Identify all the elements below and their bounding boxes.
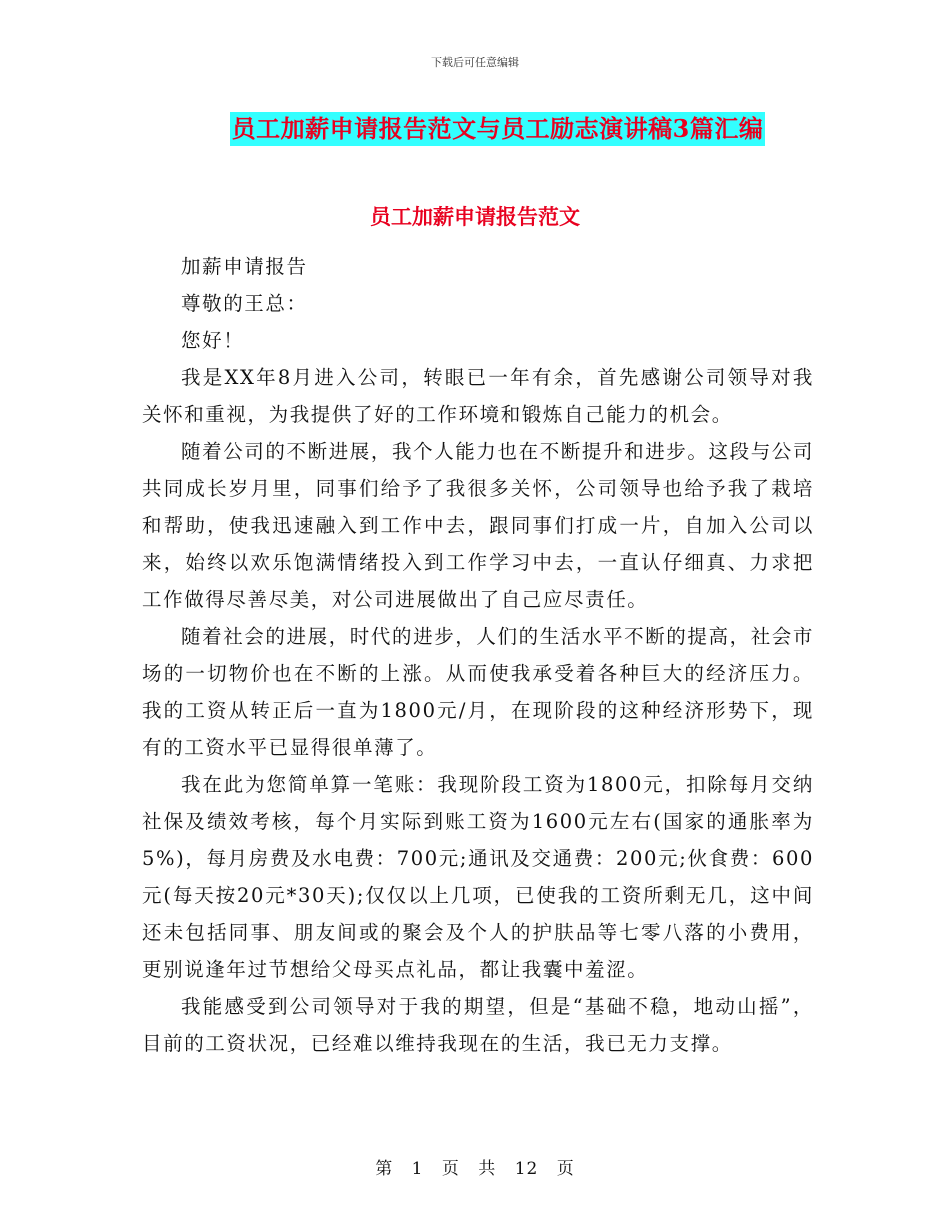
paragraph: 我在此为您简单算一笔账：我现阶段工资为1800元，扣除每月交纳社保及绩效考核，每个月实际到账工资为1600元左右(国家的通胀率为5%)，每月房费及水电费：700元;通讯及交通费：200元;伙食费：600元(每天按20元*30天);仅仅以上几项，已使我的工资所剩无几，这中间还未包括同事、朋友间或的聚会及个人的护肤品等七零八落的小费用，更别说逢年过节想给父母买点礼品，都让我囊中羞涩。 — [142, 773, 814, 981]
footer-page-label: 页 — [441, 1159, 460, 1179]
footer-page-prefix: 第 — [375, 1159, 394, 1179]
paragraph-salutation: 尊敬的王总： — [181, 292, 308, 315]
paragraph: 我能感受到公司领导对于我的期望，但是“基础不稳，地动山摇”， 目前的工资状况，已经难以维持我现在的生活，我已无力支撑。 — [142, 995, 814, 1055]
paragraph-greeting: 您好！ — [181, 329, 245, 352]
paragraph-heading: 加薪申请报告 — [181, 255, 308, 278]
paragraph: 我是XX年8月进入公司，转眼已一年有余，首先感谢公司领导对我关怀和重视，为我提供了好的工作环境和锻炼自己能力的机会。 — [142, 366, 814, 426]
document-title-wrap — [0, 112, 950, 146]
document-body — [142, 248, 814, 1062]
page-footer — [0, 1154, 950, 1179]
document-title: 员工加薪申请报告范文与员工励志演讲稿3篇汇编 — [230, 112, 766, 146]
section-title: 员工加薪申请报告范文 — [370, 204, 580, 229]
footer-page-number: 1 — [411, 1159, 424, 1179]
footer-total-pages: 12 — [514, 1159, 539, 1179]
paragraph: 随着公司的不断进展，我个人能力也在不断提升和进步。这段与公司共同成长岁月里，同事们给予了我很多关怀，公司领导也给予我了栽培和帮助，使我迅速融入到工作中去，跟同事们打成一片，自加入公司以来，始终以欢乐饱满情绪投入到工作学习中去，一直认仔细真、力求把工作做得尽善尽美，对公司进展做出了自己应尽责任。 — [142, 440, 815, 611]
footer-total-suffix: 页 — [556, 1159, 575, 1179]
paragraph: 随着社会的进展，时代的进步，人们的生活水平不断的提高，社会市场的一切物价也在不断的上涨。从而使我承受着各种巨大的经济压力。我的工资从转正后一直为1800元/月，在现阶段的这种经济形势下，现有的工资水平已显得很单薄了。 — [142, 625, 815, 759]
header-note: 下载后可任意编辑 — [431, 56, 519, 69]
footer-total-prefix: 共 — [478, 1159, 497, 1179]
